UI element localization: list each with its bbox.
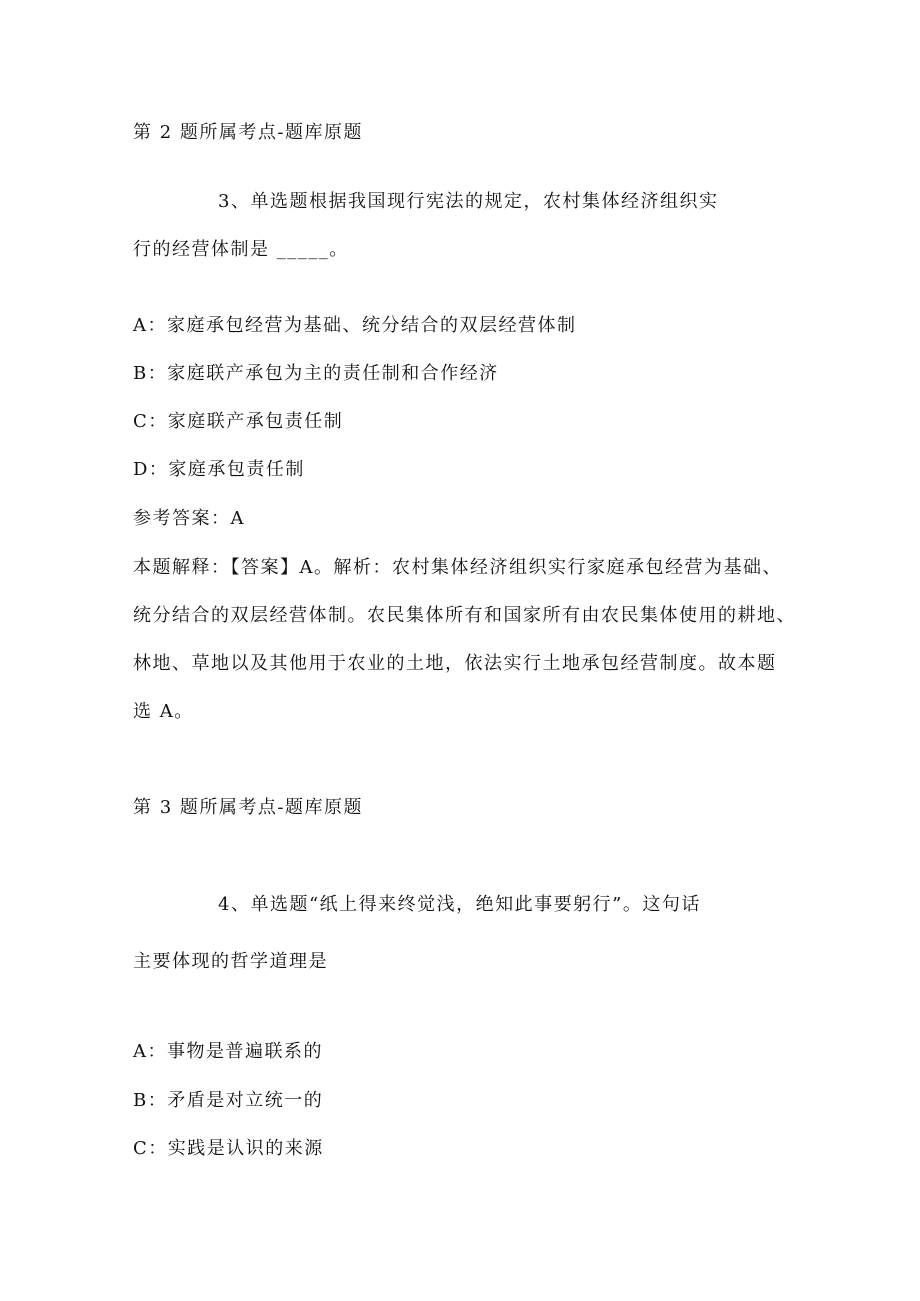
q4-option-a: A：事物是普遍联系的 bbox=[133, 1041, 323, 1062]
q3-explanation-line-1: 本题解释：【答案】A。解析：农村集体经济组织实行家庭承包经营为基础、 bbox=[133, 557, 782, 578]
q4-stem-line-2: 主要体现的哲学道理是 bbox=[133, 951, 328, 972]
q3-explanation-line-4: 选 A。 bbox=[133, 701, 194, 722]
q3-answer: 参考答案：A bbox=[133, 508, 245, 529]
q3-topic-heading: 第 3 题所属考点-题库原题 bbox=[133, 797, 363, 818]
q3-option-d: D：家庭承包责任制 bbox=[133, 459, 305, 480]
q3-option-a: A：家庭承包经营为基础、统分结合的双层经营体制 bbox=[133, 315, 577, 336]
q3-option-b: B：家庭联产承包为主的责任制和合作经济 bbox=[133, 363, 499, 384]
q4-option-b: B：矛盾是对立统一的 bbox=[133, 1090, 324, 1111]
q3-stem-line-2: 行的经营体制是 _____。 bbox=[133, 239, 349, 260]
q4-option-c: C：实践是认识的来源 bbox=[133, 1138, 324, 1159]
q3-option-c: C：家庭联产承包责任制 bbox=[133, 411, 344, 432]
q3-stem-line-1: 3、单选题根据我国现行宪法的规定，农村集体经济组织实 bbox=[218, 191, 719, 212]
q3-explanation-line-2: 统分结合的双层经营体制。农民集体所有和国家所有由农民集体使用的耕地、 bbox=[133, 605, 796, 626]
q2-topic-heading: 第 2 题所属考点-题库原题 bbox=[133, 122, 363, 143]
q4-stem-line-1: 4、单选题“纸上得来终觉浅，绝知此事要躬行”。这句话 bbox=[218, 894, 701, 915]
q3-explanation-line-3: 林地、草地以及其他用于农业的土地，依法实行土地承包经营制度。故本题 bbox=[133, 653, 777, 674]
